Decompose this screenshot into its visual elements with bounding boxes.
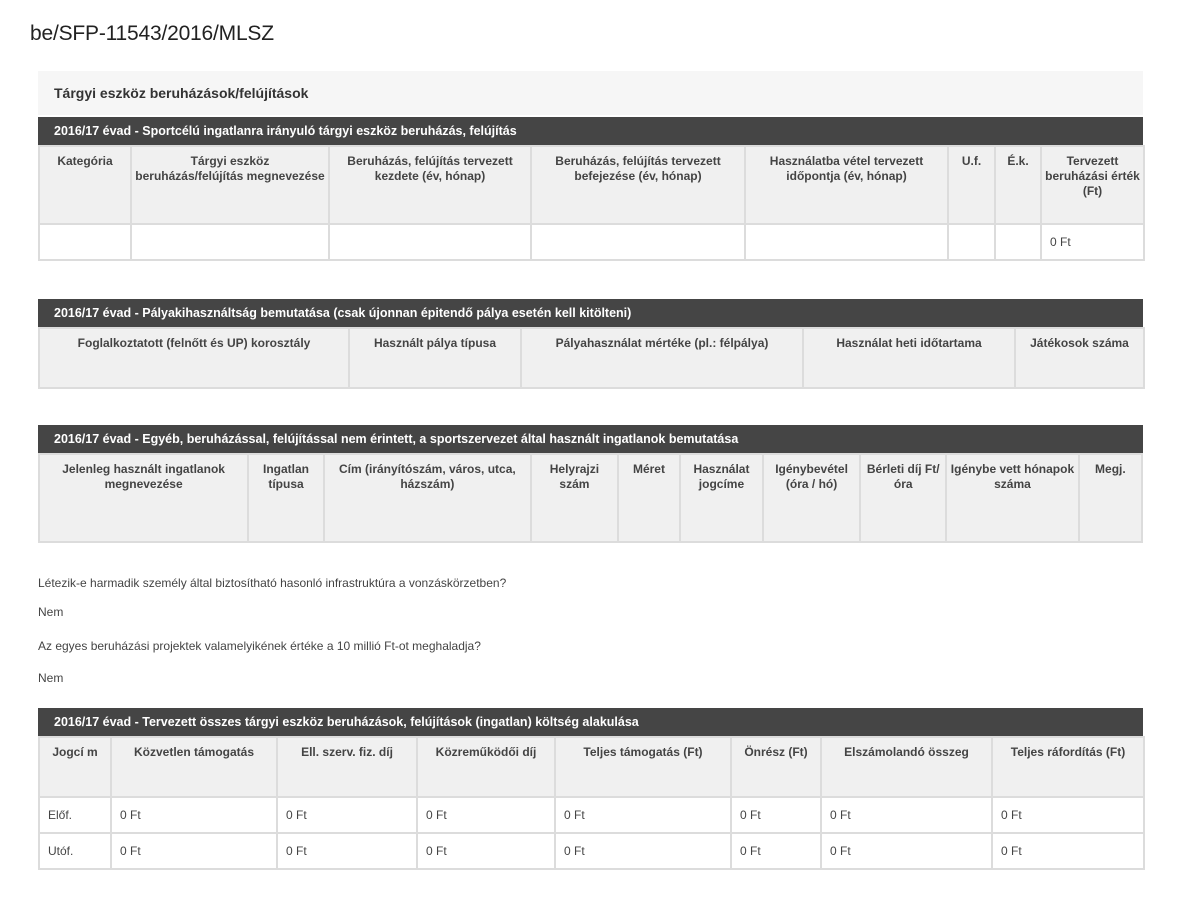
- table-cell: [948, 224, 995, 260]
- page-title: be/SFP-11543/2016/MLSZ: [30, 22, 274, 45]
- header-cell: Használat heti időtartama: [803, 328, 1015, 388]
- header-cell: Tervezett beruházási érték (Ft): [1041, 146, 1144, 224]
- header-cell: Tárgyi eszköz beruházás/felújítás megnevezése: [131, 146, 329, 224]
- header-cell: Teljes támogatás (Ft): [555, 737, 731, 797]
- header-cell: Játékosok száma: [1015, 328, 1144, 388]
- table-cell: 0 Ft: [417, 833, 555, 869]
- table-row: [39, 797, 1144, 833]
- header-cell: Használt pálya típusa: [349, 328, 521, 388]
- header-cell: Beruházás, felújítás tervezett kezdete (év, hónap): [329, 146, 531, 224]
- table-cell: 0 Ft: [821, 833, 992, 869]
- question-third-party: Létezik-e harmadik személy által biztosítható hasonló infrastruktúra a vonzáskörzetben?: [38, 576, 507, 590]
- table-cell: 0 Ft: [111, 833, 277, 869]
- investment-table: [38, 117, 1143, 261]
- table-cell: 0 Ft: [1041, 224, 1144, 260]
- table-cell: 0 Ft: [555, 833, 731, 869]
- question-project-value: Az egyes beruházási projektek valamelyikének értéke a 10 millió Ft-ot meghaladja?: [38, 639, 481, 653]
- header-cell: Teljes ráfordítás (Ft): [992, 737, 1144, 797]
- header-cell: Ingatlan típusa: [248, 454, 324, 542]
- table-cell: [329, 224, 531, 260]
- answer-project-value: Nem: [38, 671, 64, 685]
- header-cell: U.f.: [948, 146, 995, 224]
- table-cell: 0 Ft: [555, 797, 731, 833]
- table-header-row: [39, 328, 1144, 388]
- header-cell: Cím (irányítószám, város, utca, házszám): [324, 454, 531, 542]
- investment-table-title: 2016/17 évad - Sportcélú ingatlanra irányuló tárgyi eszköz beruházás, felújítás: [38, 117, 1143, 145]
- header-cell: Jogcí m: [39, 737, 111, 797]
- table-header-row: [39, 737, 1144, 797]
- field-usage-table: [38, 299, 1143, 389]
- table-cell: 0 Ft: [821, 797, 992, 833]
- header-cell: Helyrajzi szám: [531, 454, 618, 542]
- table-cell: 0 Ft: [277, 833, 417, 869]
- table-cell: 0 Ft: [731, 833, 821, 869]
- header-cell: Használat jogcíme: [680, 454, 763, 542]
- header-cell: Megj.: [1079, 454, 1142, 542]
- header-cell: Ell. szerv. fiz. díj: [277, 737, 417, 797]
- table-cell: [131, 224, 329, 260]
- header-cell: Kategória: [39, 146, 131, 224]
- header-cell: Pályahasználat mértéke (pl.: félpálya): [521, 328, 803, 388]
- header-cell: Beruházás, felújítás tervezett befejezése (év, hónap): [531, 146, 745, 224]
- table-cell: 0 Ft: [277, 797, 417, 833]
- table-cell: [39, 224, 131, 260]
- header-cell: É.k.: [995, 146, 1041, 224]
- table-header-row: [39, 146, 1144, 224]
- header-cell: Bérleti díj Ft/óra: [860, 454, 946, 542]
- header-cell: Igénybevétel (óra / hó): [763, 454, 860, 542]
- header-cell: Méret: [618, 454, 680, 542]
- header-cell: Használatba vétel tervezett időpontja (év, hónap): [745, 146, 948, 224]
- cost-table-title: 2016/17 évad - Tervezett összes tárgyi eszköz beruházások, felújítások (ingatlan) költség alakulása: [38, 708, 1143, 736]
- cost-table: [38, 708, 1143, 870]
- answer-third-party: Nem: [38, 605, 64, 619]
- header-cell: Jelenleg használt ingatlanok megnevezése: [39, 454, 248, 542]
- field-usage-table-title: 2016/17 évad - Pályakihasználtság bemutatása (csak újonnan épitendő pálya esetén kell kitölteni): [38, 299, 1143, 327]
- table-cell: 0 Ft: [417, 797, 555, 833]
- table-cell: Utóf.: [39, 833, 111, 869]
- header-cell: Önrész (Ft): [731, 737, 821, 797]
- header-cell: Közreműködői díj: [417, 737, 555, 797]
- header-cell: Foglalkoztatott (felnőtt és UP) korosztály: [39, 328, 349, 388]
- header-cell: Igénybe vett hónapok száma: [946, 454, 1079, 542]
- table-cell: 0 Ft: [992, 797, 1144, 833]
- table-header-row: [39, 454, 1142, 542]
- table-cell: [745, 224, 948, 260]
- table-row: [39, 833, 1144, 869]
- other-properties-table: [38, 425, 1143, 543]
- section-title: Tárgyi eszköz beruházások/felújítások: [38, 71, 1143, 115]
- table-cell: 0 Ft: [992, 833, 1144, 869]
- table-cell: 0 Ft: [731, 797, 821, 833]
- table-row: [39, 224, 1144, 260]
- other-properties-table-title: 2016/17 évad - Egyéb, beruházással, felújítással nem érintett, a sportszervezet által használt ingatlanok bemutatása: [38, 425, 1143, 453]
- header-cell: Közvetlen támogatás: [111, 737, 277, 797]
- table-cell: [531, 224, 745, 260]
- table-cell: [995, 224, 1041, 260]
- table-cell: Előf.: [39, 797, 111, 833]
- header-cell: Elszámolandó összeg: [821, 737, 992, 797]
- table-cell: 0 Ft: [111, 797, 277, 833]
